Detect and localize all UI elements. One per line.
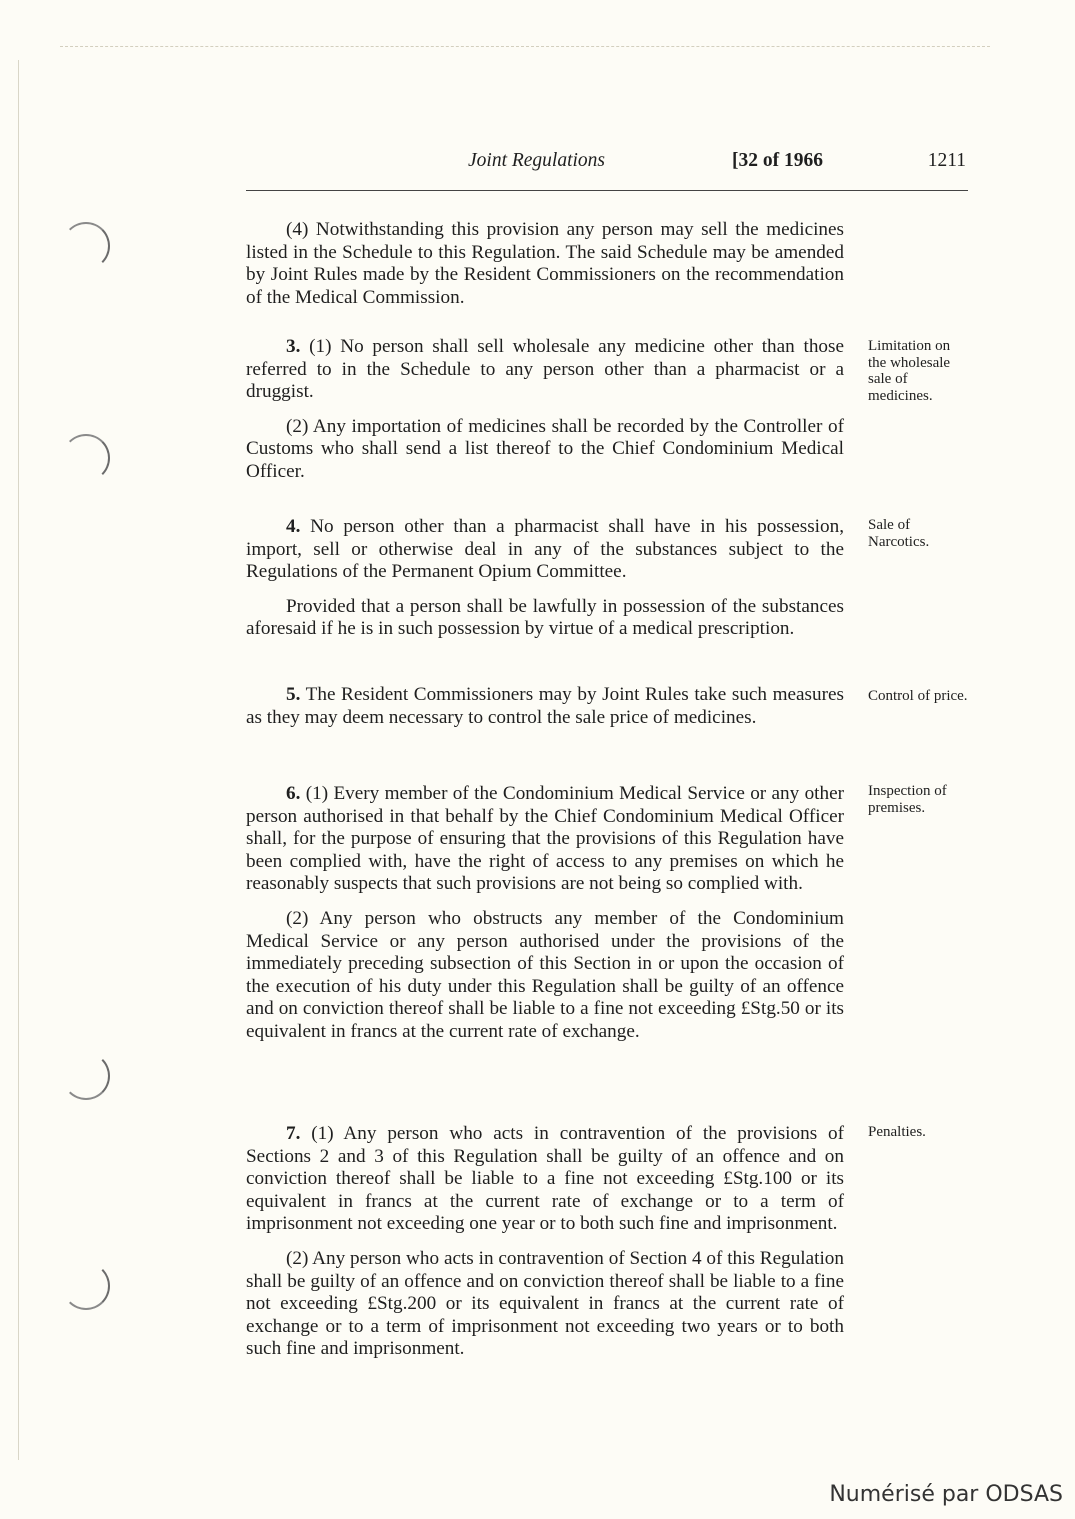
page-number: 1211: [927, 150, 966, 171]
paragraph: (4) Notwithstanding this provision any person may sell the medicines listed in the Schedule to this Regulation. The said Schedule may be amended by Joint Rules made by the Resident Commissioners on the recommendation of the Medical Commission.: [246, 219, 844, 308]
margin-note-section-6: Inspection of premises.: [868, 783, 947, 816]
margin-note-section-4: Sale of Narcotics.: [868, 517, 930, 550]
binder-hole-2: [62, 434, 110, 482]
page-header: [246, 150, 968, 180]
digitization-credit: Numérisé par ODSAS: [829, 1482, 1063, 1507]
paragraph: [246, 1123, 844, 1236]
paragraph-text: The Resident Commissioners may by Joint Rules take such measures as they may deem necessary to control the sale price of medicines.: [246, 684, 844, 728]
paragraph: [246, 516, 844, 584]
paragraph: Provided that a person shall be lawfully in possession of the substances aforesaid if he is in such possession by virtue of a medical prescription.: [246, 595, 844, 640]
running-title: Joint Regulations: [468, 150, 606, 171]
margin-note-section-5: Control of price.: [868, 688, 968, 704]
binder-hole-1: [62, 222, 110, 270]
binder-hole-3: [62, 1052, 110, 1100]
paragraph-text: No person other than a pharmacist shall have in his possession, import, sell or otherwise deal in any of the substances subject to the Regulations of the Permanent Opium Committee.: [246, 516, 844, 583]
section-6: [246, 783, 844, 1044]
section-number: 5.: [286, 684, 301, 705]
section-number: 7.: [286, 1123, 301, 1144]
paragraph: (2) Any person who acts in contravention of Section 4 of this Regulation shall be guilty of an offence and on conviction thereof shall be liable to a fine not exceeding £Stg.200 or its equivalent in francs at the current rate of exchange or to a term of imprisonment not exceeding two years or to both such fine and imprisonment.: [246, 1247, 844, 1360]
section-3: [246, 336, 844, 484]
section-5: [246, 684, 844, 729]
paragraph-text: (1) No person shall sell wholesale any medicine other than those referred to in the Schedule to any person other than a pharmacist or a druggist.: [246, 336, 844, 403]
binder-hole-4: [62, 1262, 110, 1310]
margin-note-section-3: Limitation on the wholesale sale of medicines.: [868, 338, 951, 404]
margin-note-section-7: Penalties.: [868, 1124, 926, 1140]
paragraph: (2) Any person who obstructs any member of the Condominium Medical Service or any person authorised under the provisions of the immediately preceding subsection of this Section in or upon the occasion of the execution of his duty under this Regulation shall be guilty of an offence and on conviction thereof shall be liable to a fine not exceeding £Stg.50 or its equivalent in francs at the current rate of exchange.: [246, 907, 844, 1042]
paragraph: [246, 783, 844, 896]
section-7: [246, 1123, 844, 1361]
regulation-reference: [32 of 1966: [732, 150, 823, 171]
section-4: [246, 516, 844, 641]
paragraph: [246, 336, 844, 404]
section-2-subsection-4: [246, 219, 844, 309]
header-rule: [246, 190, 968, 191]
section-number: 4.: [286, 516, 301, 537]
paragraph-text: (1) Every member of the Condominium Medical Service or any other person authorised in that behalf by the Chief Condominium Medical Officer shall, for the purpose of ensuring that the provisions of this Regulation have been complied with, have the right of access to any premises on which he reasonably suspects that such provisions are not being so complied with.: [246, 783, 845, 895]
paragraph-text: (1) Any person who acts in contravention of the provisions of Sections 2 and 3 of this Regulation shall be guilty of an offence and on conviction thereof shall be liable to a fine not exceeding £Stg.100 or its equivalent in francs at the current rate of exchange or to a term of imprisonment not exceeding one year or to both such fine and imprisonment.: [246, 1123, 844, 1235]
section-number: 3.: [286, 336, 301, 357]
paragraph: [246, 684, 844, 729]
paragraph: (2) Any importation of medicines shall be recorded by the Controller of Customs who shall send a list thereof to the Chief Condominium Medical Officer.: [246, 415, 844, 482]
section-number: 6.: [286, 783, 301, 804]
page-left-edge: [18, 60, 19, 1460]
scan-artifact-top-edge: [60, 46, 990, 47]
